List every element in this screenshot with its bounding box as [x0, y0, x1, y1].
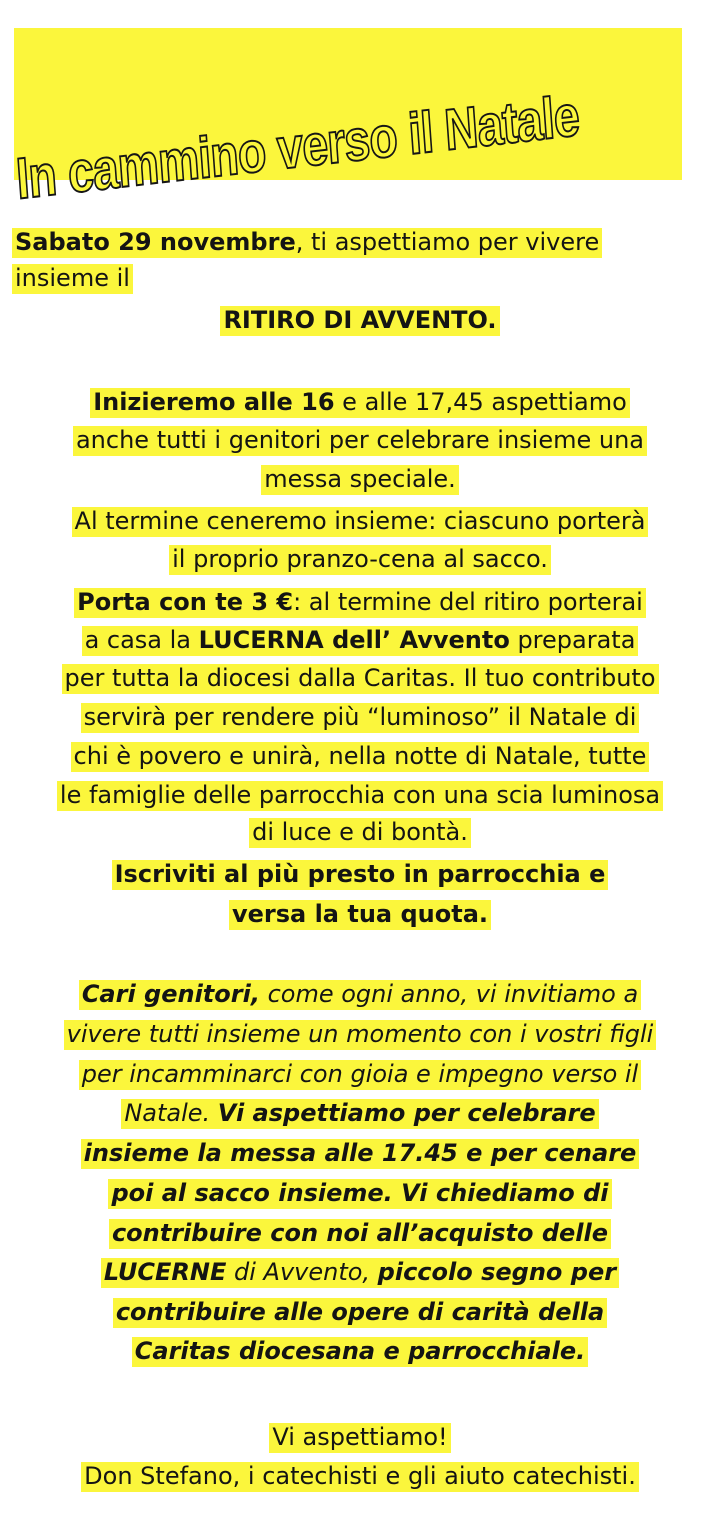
- parents-line-4: [0, 1097, 720, 1129]
- schedule-line-5-text: il proprio pranzo-cena al sacco.: [169, 545, 551, 575]
- parents-line-4-bold: Vi aspettiamo per celebrare: [217, 1099, 596, 1127]
- title-banner: [14, 28, 682, 212]
- signup-line-2: [0, 898, 720, 930]
- intro-line-2-text: insieme il: [12, 264, 133, 294]
- contribution-line-5: [0, 740, 720, 772]
- signup-line-2-text: versa la tua quota.: [229, 900, 491, 930]
- contribution-lead: Porta con te 3 €: [77, 588, 294, 616]
- schedule-line-3-text: messa speciale.: [261, 465, 459, 495]
- parents-line-10: [0, 1335, 720, 1367]
- intro-date: Sabato 29 novembre: [15, 228, 296, 256]
- schedule-line-5: [0, 543, 720, 575]
- parents-line-10-text: Caritas diocesana e parrocchiale.: [132, 1337, 588, 1367]
- contribution-line-6: [0, 779, 720, 811]
- signature-text: Don Stefano, i catechisti e gli aiuto catechisti.: [81, 1462, 639, 1492]
- parents-line-4-normal: Natale.: [124, 1099, 218, 1127]
- schedule-line-1: [0, 386, 720, 418]
- parents-line-3: [0, 1058, 720, 1090]
- parents-line-3-text: per incamminarci con gioia e impegno verso il: [79, 1060, 641, 1090]
- signature: [0, 1460, 720, 1492]
- contribution-line-1: [0, 586, 720, 618]
- parents-line-9: [0, 1296, 720, 1328]
- parents-line-1: [0, 978, 720, 1010]
- parents-line-6-text: poi al sacco insieme. Vi chiediamo di: [108, 1179, 611, 1209]
- schedule-start-rest: e alle 17,45 aspettiamo: [334, 388, 627, 416]
- contribution-line-3-text: per tutta la diocesi dalla Caritas. Il tuo contributo: [62, 664, 659, 694]
- schedule-start: Inizieremo alle 16: [93, 388, 335, 416]
- schedule-line-2-text: anche tutti i genitori per celebrare insieme una: [73, 426, 647, 456]
- parents-line-8: [0, 1256, 720, 1288]
- parents-line-2-text: vivere tutti insieme un momento con i vostri figli: [64, 1020, 657, 1050]
- contribution-line-7-text: di luce e di bontà.: [249, 818, 471, 848]
- intro-rest: , ti aspettiamo per vivere: [295, 228, 600, 256]
- contribution-line-7: [0, 816, 720, 848]
- contribution-line-3: [0, 662, 720, 694]
- ritiro-text: RITIRO DI AVVENTO.: [220, 306, 499, 336]
- contribution-line-4: [0, 701, 720, 733]
- contribution-line-6-text: le famiglie delle parrocchia con una scia luminosa: [57, 781, 663, 811]
- parents-line-8-normal: di Avvento,: [226, 1258, 378, 1286]
- ritiro-heading: [0, 304, 720, 336]
- lucerna-name: LUCERNA dell’ Avvento: [198, 626, 510, 654]
- contribution-line-5-text: chi è povero e unirà, nella notte di Natale, tutte: [71, 742, 650, 772]
- page-title: In cammino verso il Natale: [14, 83, 582, 212]
- schedule-line-3: [0, 463, 720, 495]
- schedule-line-4: [0, 505, 720, 537]
- parents-line-7: [0, 1217, 720, 1249]
- contribution-l2-post: preparata: [509, 626, 636, 654]
- parents-line-5: [0, 1137, 720, 1169]
- lucerne-name: LUCERNE: [103, 1258, 227, 1286]
- intro-line-2: [12, 262, 133, 294]
- closing-greeting: [0, 1421, 720, 1453]
- parents-line-6: [0, 1177, 720, 1209]
- parents-line-7-text: contribuire con noi all’acquisto delle: [109, 1219, 611, 1249]
- signup-line-1-text: Iscriviti al più presto in parrocchia e: [112, 860, 609, 890]
- schedule-line-4-text: Al termine ceneremo insieme: ciascuno porterà: [72, 507, 649, 537]
- contribution-line-2: [0, 624, 720, 656]
- contribution-lead-rest: : al termine del ritiro porterai: [293, 588, 643, 616]
- parents-greeting: Cari genitori,: [81, 980, 260, 1008]
- parents-line-9-text: contribuire alle opere di carità della: [113, 1298, 607, 1328]
- parents-line-5-text: insieme la messa alle 17.45 e per cenare: [81, 1139, 640, 1169]
- parents-line-8-bold: piccolo segno per: [377, 1258, 617, 1286]
- signup-line-1: [0, 858, 720, 890]
- parents-line-2: [0, 1018, 720, 1050]
- closing-greeting-text: Vi aspettiamo!: [269, 1423, 450, 1453]
- intro-line-1: [12, 226, 602, 258]
- parents-line-1-rest: come ogni anno, vi invitiamo a: [259, 980, 639, 1008]
- contribution-l2-pre: a casa la: [84, 626, 199, 654]
- contribution-line-4-text: servirà per rendere più “luminoso” il Natale di: [81, 703, 640, 733]
- schedule-line-2: [0, 424, 720, 456]
